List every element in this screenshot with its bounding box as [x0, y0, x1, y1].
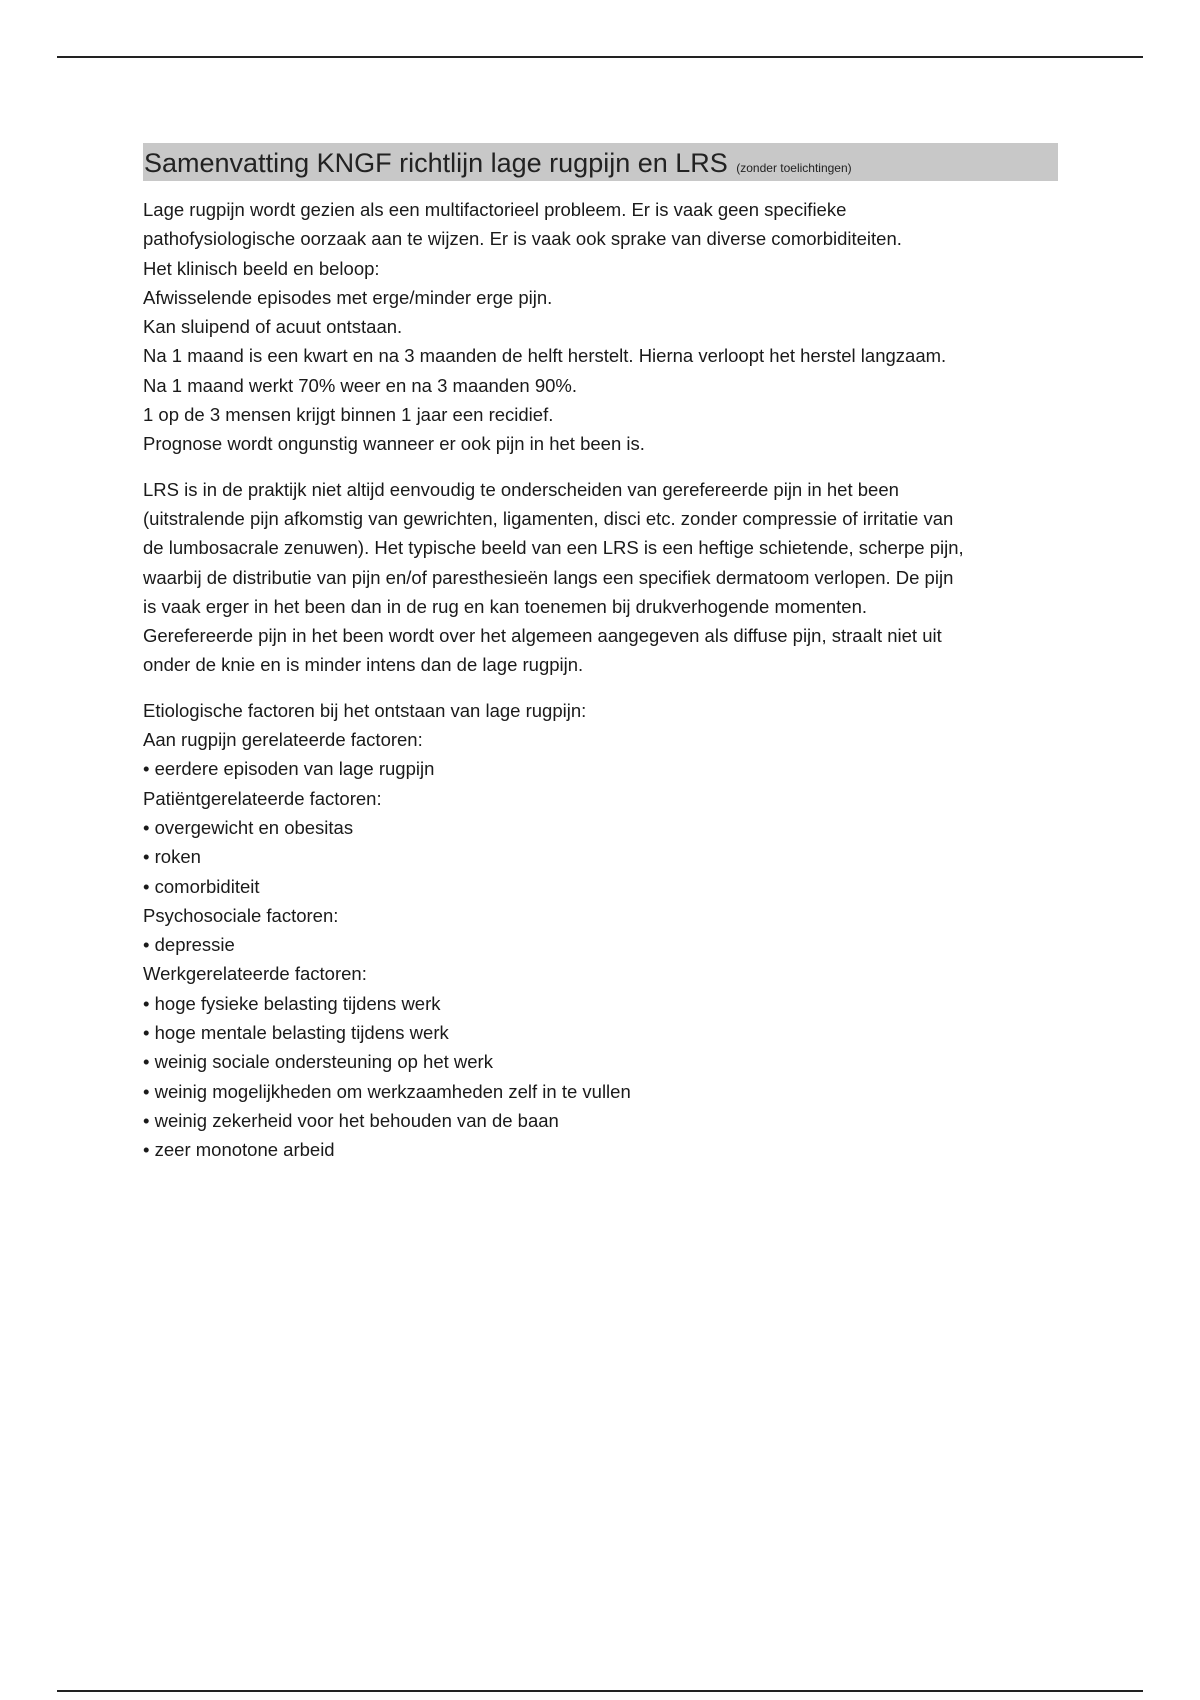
factors-heading: Etiologische factoren bij het ontstaan van lage rugpijn: [143, 699, 587, 721]
factor-list-item: • overgewicht en obesitas [143, 816, 354, 838]
lrs-line: Gerefereerde pijn in het been wordt over het algemeen aangegeven als diffuse pijn, straalt niet uit [143, 625, 942, 647]
factor-list-item: • hoge mentale belasting tijdens werk [143, 1022, 449, 1044]
factor-category: Werkgerelateerde factoren: [143, 963, 367, 985]
document-title-note: (zonder toelichtingen) [736, 161, 852, 175]
factor-list-item: • weinig mogelijkheden om werkzaamheden zelf in te vullen [143, 1080, 631, 1102]
intro-line: 1 op de 3 mensen krijgt binnen 1 jaar een recidief. [143, 404, 554, 426]
factor-list-item: • comorbiditeit [143, 875, 260, 897]
footer-rule [57, 1690, 1143, 1692]
factor-list-item: • hoge fysieke belasting tijdens werk [143, 992, 441, 1014]
lrs-line: (uitstralende pijn afkomstig van gewrichten, ligamenten, disci etc. zonder compressie of irritatie van [143, 507, 954, 529]
intro-paragraph [143, 195, 1058, 459]
lrs-paragraph [143, 475, 1058, 680]
header-rule [57, 56, 1143, 58]
document-body [143, 143, 1058, 1165]
lrs-line: is vaak erger in het been dan in de rug en kan toenemen bij drukverhogende momenten. [143, 595, 868, 617]
factor-category: Aan rugpijn gerelateerde factoren: [143, 729, 423, 751]
factors-section [143, 696, 1058, 1165]
intro-line: Afwisselende episodes met erge/minder erge pijn. [143, 286, 553, 308]
factor-category: Psychosociale factoren: [143, 904, 339, 926]
intro-line: Kan sluipend of acuut ontstaan. [143, 316, 403, 338]
factor-list-item: • weinig zekerheid voor het behouden van de baan [143, 1109, 559, 1131]
lrs-line: de lumbosacrale zenuwen). Het typische beeld van een LRS is een heftige schietende, scherpe pijn, [143, 537, 964, 559]
intro-line: Prognose wordt ongunstig wanneer er ook pijn in het been is. [143, 433, 645, 455]
lrs-line: LRS is in de praktijk niet altijd eenvoudig te onderscheiden van gerefereerde pijn in het been [143, 478, 899, 500]
intro-line: pathofysiologische oorzaak aan te wijzen. Er is vaak ook sprake van diverse comorbiditeiten. [143, 228, 902, 250]
intro-line: Na 1 maand is een kwart en na 3 maanden de helft herstelt. Hierna verloopt het herstel langzaam. [143, 345, 947, 367]
factor-list-item: • weinig sociale ondersteuning op het werk [143, 1051, 493, 1073]
intro-line: Na 1 maand werkt 70% weer en na 3 maanden 90%. [143, 374, 577, 396]
document-title: Samenvatting KNGF richtlijn lage rugpijn en LRS [144, 148, 728, 178]
factor-list-item: • zeer monotone arbeid [143, 1139, 335, 1161]
lrs-line: onder de knie en is minder intens dan de lage rugpijn. [143, 654, 584, 676]
factor-list-item: • depressie [143, 934, 235, 956]
factor-category: Patiëntgerelateerde factoren: [143, 787, 382, 809]
lrs-line: waarbij de distributie van pijn en/of paresthesieën langs een specifiek dermatoom verlopen. De pijn [143, 566, 954, 588]
document-title-bar [143, 143, 1058, 181]
factor-list-item: • roken [143, 846, 201, 868]
intro-line: Het klinisch beeld en beloop: [143, 257, 380, 279]
factor-list-item: • eerdere episoden van lage rugpijn [143, 758, 435, 780]
intro-line: Lage rugpijn wordt gezien als een multifactorieel probleem. Er is vaak geen specifieke [143, 199, 847, 220]
